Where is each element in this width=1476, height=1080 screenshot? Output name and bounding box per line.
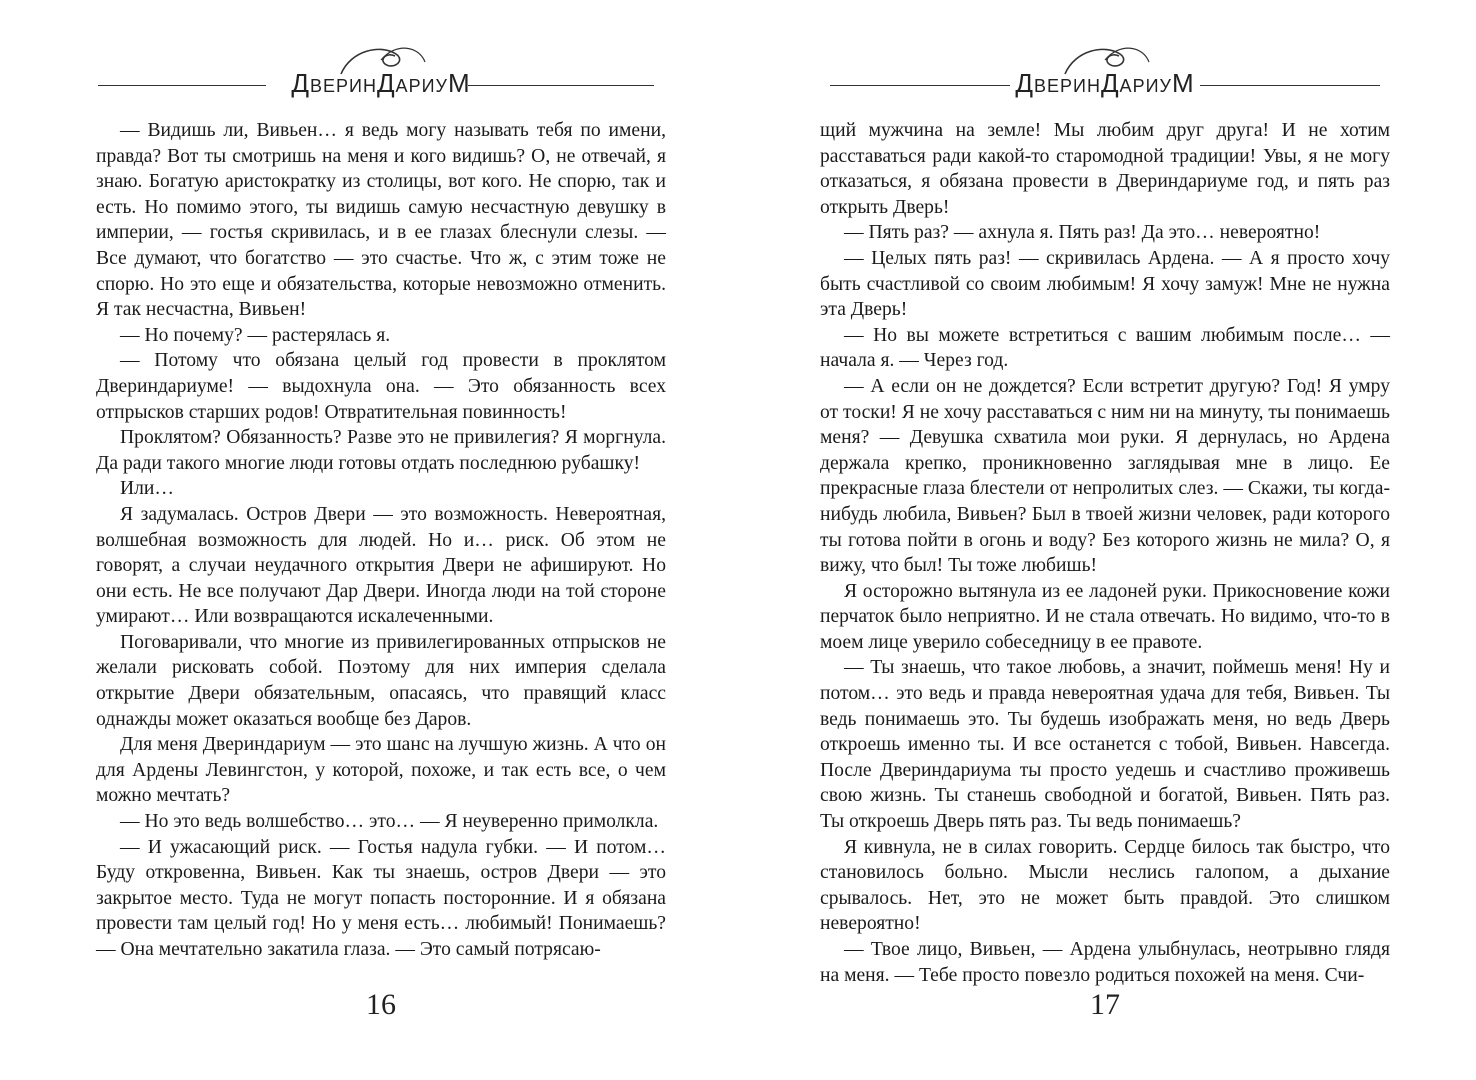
paragraph: — Пять раз? — ахнула я. Пять раз! Да это… невероятно! xyxy=(844,222,1321,244)
header-rule-right xyxy=(468,85,654,86)
paragraph: Для меня Двериндариум — это шанс на лучшую жизнь. А что он для Ардены Левингстон, у которой, похоже, и так есть все, о чем можно мечтать? xyxy=(96,734,666,807)
header-rule-right xyxy=(1200,85,1380,86)
page-text xyxy=(820,118,1390,988)
paragraph: — Но почему? — растерялась я. xyxy=(120,324,391,346)
left-page xyxy=(96,0,666,1080)
paragraph: — Но это ведь волшебство… это… — Я неуверенно примолкла. xyxy=(120,811,659,833)
page-number: 17 xyxy=(1090,988,1120,1021)
page-text xyxy=(96,118,666,963)
running-header xyxy=(96,40,666,110)
paragraph: — Целых пять раз! — скривилась Ардена. — А я просто хочу быть счастливой со своим любимым! Я хочу замуж! Мне не нужна эта Дверь! xyxy=(820,247,1390,321)
header-title: ДверинДариуМ xyxy=(1015,68,1195,98)
paragraph: — Ты знаешь, что такое любовь, а значит, поймешь меня! Ну и потом… это ведь и правда невероятная удача для тебя, Вивьен. Ты ведь понимаешь это. Ты будешь изображать меня, но ведь Дверь откроешь именно ты. И все останется с тобой, Вивьен. Навсегда. После Двериндариума ты просто уедешь и счастливо проживешь свою жизнь. Ты станешь свободной и богатой, Вивьен. Пять раз. Ты откроешь Дверь пять раз. Ты ведь понимаешь? xyxy=(820,657,1390,833)
paragraph: — И ужасающий риск. — Гостья надула губки. — И потом… Буду откровенна, Вивьен. Как ты знаешь, остров Двери — это закрытое место. Туда не могут попасть посторонние. И я обязана провести там целый год! Но у меня есть… любимый! Понимаешь? — Она мечтательно закатила глаза. — Это самый потрясаю- xyxy=(96,836,666,960)
paragraph: Поговаривали, что многие из привилегированных отпрысков не желали рисковать собой. Поэтому для них империя сделала открытие Двери обязательным, опасаясь, что правящий класс однажды может оказаться вообще без Даров. xyxy=(96,631,666,730)
header-title: ДверинДариуМ xyxy=(291,68,471,98)
paragraph: Я осторожно вытянула из ее ладоней руки. Прикосновение кожи перчаток было неприятно. И не стала отвечать. Но видимо, что-то в моем лице уверило собеседницу в ее правоте. xyxy=(820,580,1390,653)
right-page xyxy=(820,0,1390,1080)
paragraph: щий мужчина на земле! Мы любим друг друга! И не хотим расставаться ради какой-то старомодной традиции! Увы, я не могу отказаться, я обязана провести в Двериндариуме год, и пять раз открыть Дверь! xyxy=(820,120,1390,218)
paragraph: — Потому что обязана целый год провести в проклятом Двериндариуме! — выдохнула она. — Это обязанность всех отпрысков старших родов! Отвратительная повинность! xyxy=(96,350,666,423)
paragraph: Я кивнула, не в силах говорить. Сердце билось так быстро, что становилось больно. Мысли неслись галопом, а дыхание срывалось. Нет, это не может быть правдой. Это слишком невероятно! xyxy=(820,836,1390,935)
paragraph: Или… xyxy=(120,478,175,500)
paragraph: Я задумалась. Остров Двери — это возможность. Невероятная, волшебная возможность для людей. Но и… риск. Об этом не говорят, а случаи неудачного открытия Двери не афишируют. Но они есть. Не все получают Дар Двери. Иногда люди на той стороне умирают… Или возвращаются искалеченными. xyxy=(96,503,666,628)
paragraph: — А если он не дождется? Если встретит другую? Год! Я умру от тоски! Я не хочу расставаться с ним ни на минуту, ты понимаешь меня? — Девушка схватила мои руки. Я дернулась, но Ардена держала крепко, проникновенно заглядывая мне в лицо. Ее прекрасные глаза блестели от непролитых слез. — Скажи, ты когда-нибудь любила, Вивьен? Был в твоей жизни человек, ради которого ты готова пойти в огонь и воду? Без которого жизнь не мила? О, я вижу, что был! Ты тоже любишь! xyxy=(820,375,1390,577)
paragraph: — Видишь ли, Вивьен… я ведь могу называть тебя по имени, правда? Вот ты смотришь на меня и кого видишь? О, не отвечай, я знаю. Богатую аристократку из столицы, вот кого. Не спорю, так и есть. Но помимо этого, ты видишь самую несчастную девушку в империи, — гостья скривилась, и в ее глазах блеснули слезы. — Все думают, что богатство — это счастье. Что ж, с этим тоже не спорю. Но это еще и обязательства, которые невозможно отменить. Я так несчастна, Вивьен! xyxy=(96,120,666,321)
paragraph: Проклятом? Обязанность? Разве это не привилегия? Я моргнула. Да ради такого многие люди готовы отдать последнюю рубашку! xyxy=(96,427,666,474)
running-header xyxy=(820,40,1390,110)
paragraph: — Твое лицо, Вивьен, — Ардена улыбнулась, неотрывно глядя на меня. — Тебе просто повезло родиться похожей на меня. Счи- xyxy=(820,939,1390,986)
page-number: 16 xyxy=(366,988,396,1021)
paragraph: — Но вы можете встретиться с вашим любимым после… — начала я. — Через год. xyxy=(820,324,1390,372)
